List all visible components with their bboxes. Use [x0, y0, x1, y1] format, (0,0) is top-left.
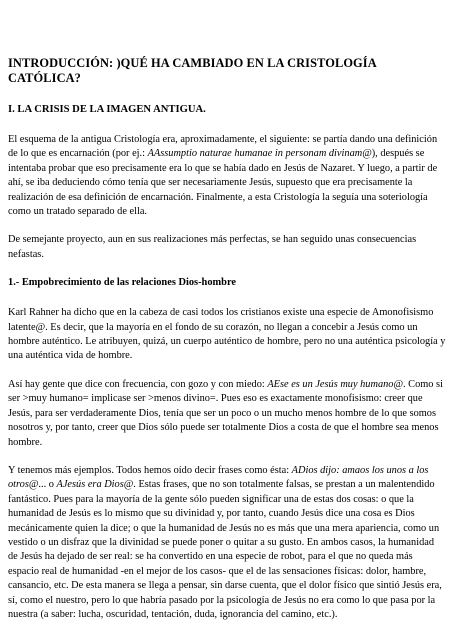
- document-title: INTRODUCCIÓN: )QUÉ HA CAMBIADO EN LA CRISTOLOGÍA CATÓLICA?: [8, 56, 377, 85]
- paragraph-5-text-c: . Estas frases, que no son totalmente falsas, se prestan a un malentendido fantástico. Pues para la mayoría de la gente sólo pueden significar una de estas dos cosas: o que la humanidad de Jesús es lo mismo que su divinidad y, por tanto, cuando Jesús dice una cosa es Dios mecánicamente quien la dice; o que la humanidad de Jesús no es más que una mera apariencia, como un vestido o un disfraz que la divinidad se puede poner o quitar a su gusto. En ambos casos, la humanidad de Jesús ha dejado de ser real: se ha convertido en una especie de robot, para el que no queda más espacio real de humanidad -en el mejor de los casos- que el de las sensaciones físicas: dolor, hambre, cansancio, etc. De esta manera se llega a pensar, sin darse cuenta, que el dolor físico que sintió Jesús era, sí, como el nuestro, pero lo que habría pasado por la psicología de Jesús no era como lo que pasa por la nuestra (a saber: lucha, oscuridad, tentación, duda, ignorancia del camino, etc.).: [8, 479, 442, 620]
- paragraph-5: [8, 464, 446, 622]
- paragraph-1-quote: AAssumptio naturae humanae in personam divinam@: [147, 148, 372, 160]
- paragraph-5-text-b: ... o: [38, 479, 57, 491]
- paragraph-1: [8, 133, 446, 219]
- paragraph-2: De semejante proyecto, aun en sus realizaciones más perfectas, se han seguido unas consecuencias nefastas.: [8, 234, 417, 260]
- paragraph-4-text-a: Así hay gente que dice con frecuencia, con gozo y con miedo:: [8, 378, 268, 390]
- paragraph-5-text-a: Y tenemos más ejemplos. Todos hemos oído decir frases como ésta:: [8, 464, 292, 476]
- paragraph-3: Karl Rahner ha dicho que en la cabeza de casi todos los cristianos existe una especie de Amonofisismo latente@. Es decir, que la mayoría en el fondo de su corazón, no llegan a concebir a Jesús como un hombre auténtico. Le atribuyen, quizá, un cuerpo auténtico de hombre, pero no una auténtica psicología y una auténtica vida de hombre.: [8, 307, 446, 362]
- document-page: [8, 56, 446, 636]
- paragraph-5-quote-1: ADios dijo: amaos los unos a los otros@: [8, 464, 429, 491]
- paragraph-1-text-a: El esquema de la antigua Cristología era, aproximadamente, el siguiente: se partía dando una definición de lo que es encarnación (por ej.:: [8, 134, 438, 160]
- paragraph-4-quote: AEse es un Jesús muy humano@: [267, 378, 403, 390]
- paragraph-4-text-b: . Como si ser >muy humano= implicase ser >menos divino=. Pues eso es exactamente monofisismo: creer que Jesús, para ser verdaderamente Dios, tenía que ser un poco o un mucho menos hombre de lo que somos nosotros y, por tanto, creer que Dios sólo puede ser totalmente Dios a costa de que el hombre sea menos hombre.: [8, 378, 443, 448]
- paragraph-1-text-b: ), después se intentaba probar que eso precisamente era lo que se había dado en Jesús de Nazaret. Y luego, a partir de ahí, se iba deduciendo cómo tenía que ser necesariamente Jesús, supuesto que era precisamente la realización de esa definición de encarnación. Finalmente, a esta Cristología la seguía una soteriología como un tratado separado de ella.: [8, 148, 438, 218]
- subheading: 1.- Empobrecimiento de las relaciones Dios-hombre: [8, 277, 236, 289]
- paragraph-4: [8, 378, 446, 450]
- section-heading: I. LA CRISIS DE LA IMAGEN ANTIGUA.: [8, 104, 206, 115]
- paragraph-5-quote-2: AJesús era Dios@: [56, 479, 134, 491]
